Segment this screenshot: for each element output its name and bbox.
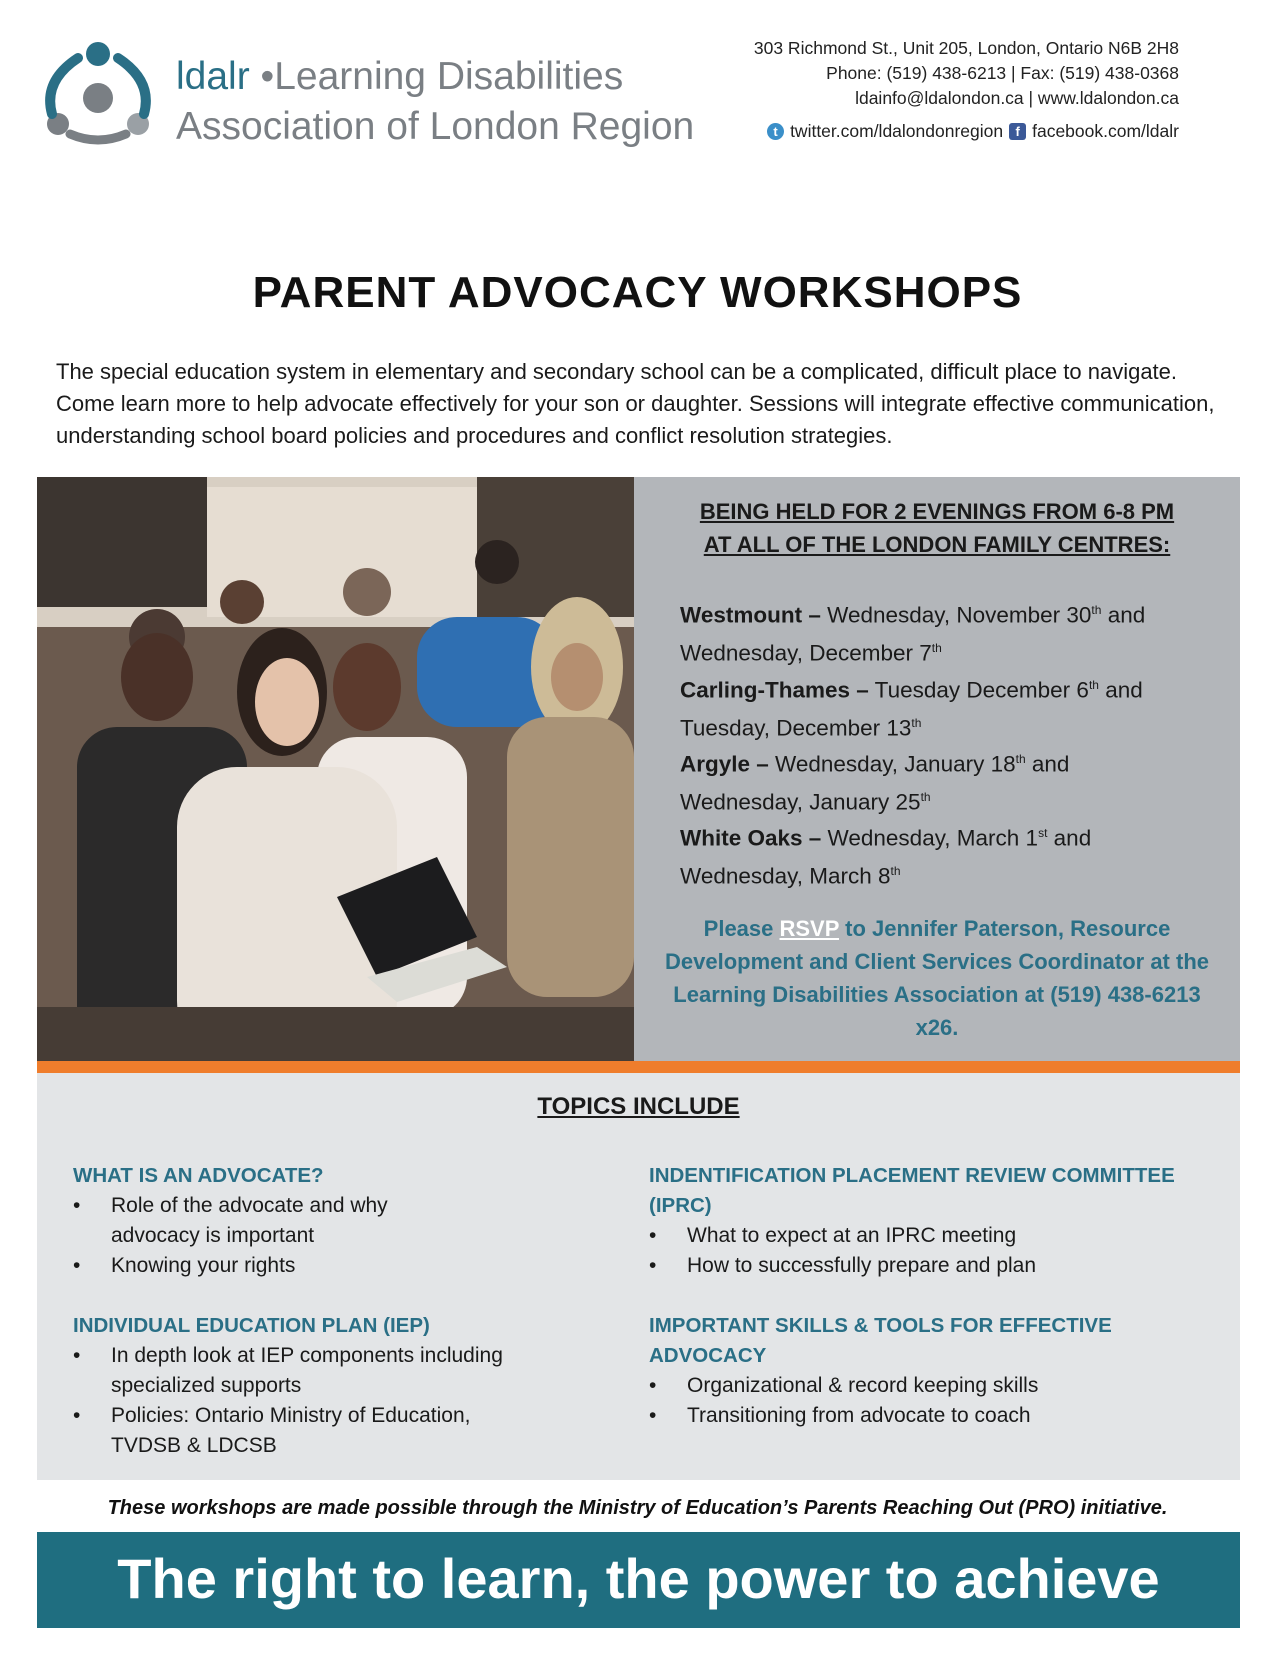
organization-name bbox=[176, 52, 694, 152]
page-title: PARENT ADVOCACY WORKSHOPS bbox=[252, 268, 1023, 317]
topic-heading: INDIVIDUAL EDUCATION PLAN (IEP) bbox=[73, 1314, 430, 1337]
logo-icon bbox=[38, 36, 158, 146]
contact-block bbox=[754, 36, 1179, 144]
schedule-heading-line1: BEING HELD FOR 2 EVENINGS FROM 6-8 PM bbox=[699, 499, 1175, 524]
location-name: Argyle – bbox=[680, 751, 769, 777]
phone-fax: Phone: (519) 438-6213 | Fax: (519) 438-0368 bbox=[826, 63, 1179, 83]
intro-paragraph: The special education system in elementary and secondary school can be a complicated, difficult place to navigate. Come learn more to help advocate effectively for your son or daughter. Sessions will integrate effective communication, understanding school board policies and procedures and conflict resolution strategies. bbox=[56, 359, 1215, 448]
topic-item: • Organizational & record keeping skills bbox=[649, 1371, 1209, 1401]
location-westmount bbox=[680, 594, 1220, 669]
social-links bbox=[754, 119, 1179, 144]
topic-item: • In depth look at IEP components including specialized supports bbox=[73, 1341, 531, 1401]
topic-item: • What to expect at an IPRC meeting bbox=[649, 1221, 1189, 1251]
topic-item: • Policies: Ontario Ministry of Education, TVDSB & LDCSB bbox=[73, 1401, 511, 1461]
twitter-icon: t bbox=[767, 123, 784, 140]
facebook-link[interactable]: facebook.com/ldalr bbox=[1032, 121, 1179, 141]
schedule-heading bbox=[634, 495, 1240, 561]
slogan-banner bbox=[37, 1532, 1240, 1628]
topics-title: TOPICS INCLUDE bbox=[537, 1093, 740, 1120]
rsvp-link[interactable]: RSVP bbox=[779, 916, 840, 941]
schedule-panel bbox=[634, 477, 1240, 1061]
date-suffix: th bbox=[920, 789, 931, 804]
rsvp-text bbox=[664, 912, 1210, 1044]
location-date: Wednesday, January 18 bbox=[768, 751, 1016, 777]
date-suffix: th bbox=[1091, 603, 1102, 617]
date-connector: and bbox=[1025, 751, 1070, 777]
slogan-text: The right to learn, the power to achieve bbox=[117, 1547, 1160, 1610]
org-name-line1: Learning Disabilities bbox=[274, 55, 624, 98]
location-date: Wednesday, March 8 bbox=[680, 863, 891, 888]
location-date: Wednesday, January 25 bbox=[680, 789, 921, 814]
twitter-link[interactable]: twitter.com/ldalondonregion bbox=[790, 121, 1004, 141]
location-date: Tuesday, December 13 bbox=[680, 715, 912, 740]
date-suffix: th bbox=[911, 715, 922, 730]
logo-bullet: • bbox=[260, 55, 275, 98]
topic-skills-tools bbox=[649, 1311, 1209, 1431]
date-suffix: st bbox=[1038, 826, 1048, 840]
topic-heading: WHAT IS AN ADVOCATE? bbox=[73, 1164, 324, 1187]
rsvp-prefix: Please bbox=[703, 916, 780, 941]
logo-abbreviation: ldalr bbox=[176, 55, 250, 98]
email-web-link[interactable]: ldainfo@ldalondon.ca | www.ldalondon.ca bbox=[855, 88, 1179, 108]
topic-what-is-advocate bbox=[73, 1161, 603, 1281]
date-suffix: th bbox=[890, 863, 901, 878]
topic-heading: IMPORTANT SKILLS & TOOLS FOR EFFECTIVE ADVOCACY bbox=[649, 1314, 1112, 1367]
location-white-oaks bbox=[680, 817, 1220, 892]
location-carling-thames bbox=[680, 669, 1220, 744]
location-name: White Oaks – bbox=[680, 825, 822, 851]
topic-item: • Transitioning from advocate to coach bbox=[649, 1401, 1209, 1431]
date-connector: and bbox=[1101, 602, 1146, 628]
location-date: Wednesday, December 7 bbox=[680, 640, 932, 665]
date-connector: and bbox=[1098, 677, 1143, 703]
workshop-photo bbox=[37, 477, 634, 1061]
location-date: Tuesday December 6 bbox=[868, 677, 1089, 703]
location-date: Wednesday, November 30 bbox=[820, 602, 1092, 628]
location-name: Westmount – bbox=[680, 602, 821, 628]
org-name-line2: Association of London Region bbox=[176, 105, 695, 148]
topics-section bbox=[37, 1073, 1240, 1480]
topic-item: • Knowing your rights bbox=[73, 1251, 603, 1281]
address: 303 Richmond St., Unit 205, London, Ontario N6B 2H8 bbox=[753, 38, 1179, 58]
schedule-heading-line2: AT ALL OF THE LONDON FAMILY CENTRES: bbox=[703, 532, 1171, 557]
location-name: Carling-Thames – bbox=[680, 677, 869, 703]
topic-item: • Role of the advocate and why advocacy is important bbox=[73, 1191, 411, 1251]
funding-footnote: These workshops are made possible through the Ministry of Education’s Parents Reaching Out (PRO) initiative. bbox=[107, 1497, 1168, 1519]
rsvp-details: to Jennifer Paterson, Resource Development and Client Services Coordinator at the Learning Disabilities Association at (519) 438-6213 x26. bbox=[664, 916, 1209, 1040]
topic-iep bbox=[73, 1311, 603, 1461]
topic-heading: INDENTIFICATION PLACEMENT REVIEW COMMITTEE (IPRC) bbox=[649, 1164, 1175, 1217]
date-connector: and bbox=[1047, 825, 1092, 851]
location-argyle bbox=[680, 743, 1220, 818]
facebook-icon: f bbox=[1009, 123, 1026, 140]
date-suffix: th bbox=[1088, 678, 1099, 692]
date-suffix: th bbox=[931, 640, 942, 655]
date-suffix: th bbox=[1015, 752, 1026, 766]
topic-item: • How to successfully prepare and plan bbox=[649, 1251, 1189, 1281]
orange-divider bbox=[37, 1061, 1240, 1073]
location-date: Wednesday, March 1 bbox=[821, 825, 1039, 851]
topic-iprc bbox=[649, 1161, 1189, 1281]
